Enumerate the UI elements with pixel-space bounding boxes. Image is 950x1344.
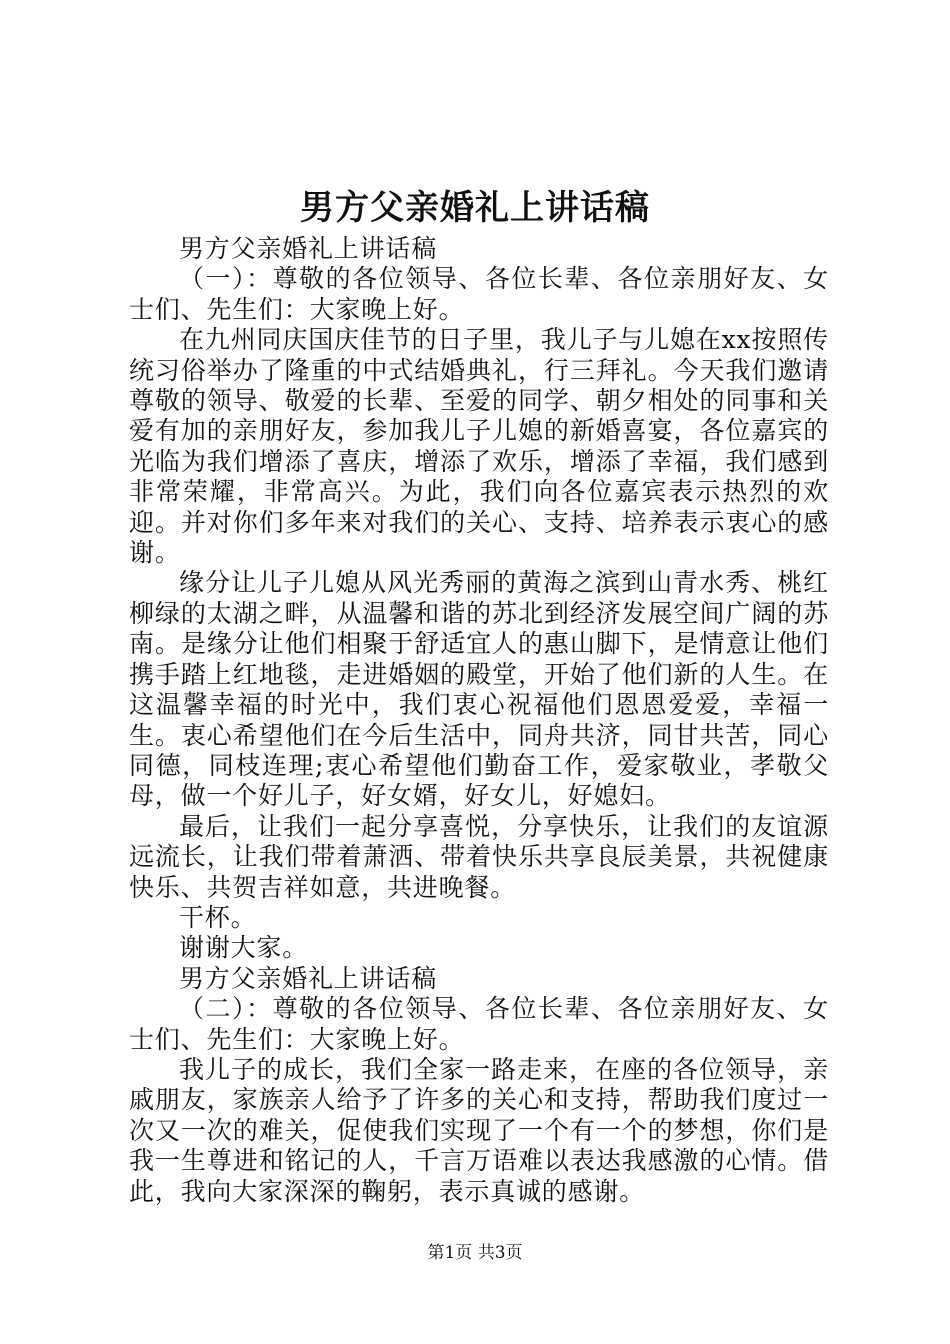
paragraph: 男方父亲婚礼上讲话稿 [179,963,438,993]
paragraph: （二）：尊敬的各位领导、各位长辈、各位亲朋好友、女士们、先生们：大家晚上好。 [129,994,829,1054]
paragraph: 我儿子的成长，我们全家一路走来，在座的各位领导，亲戚朋友，家族亲人给予了许多的关心和支持，帮助我们度过一次又一次的难关，促使我们实现了一个有一个的梦想，你们是我一生尊进和铭记的人，千言万语难以表达我感激的心情。借此，我向大家深深的鞠躬，表示真诚的感谢。 [129,1054,829,1206]
paragraph: （一）：尊敬的各位领导、各位长辈、各位亲朋好友、女士们、先生们：大家晚上好。 [129,264,829,324]
paragraph: 谢谢大家。 [179,933,309,963]
paragraph: 干杯。 [179,902,257,932]
page-footer: 第1页 共3页 [427,1243,523,1263]
paragraph: 在九州同庆国庆佳节的日子里，我儿子与儿媳在xx按照传统习俗举办了隆重的中式结婚典礼，行三拜礼。今天我们邀请尊敬的领导、敬爱的长辈、至爱的同学、朝夕相处的同事和关爱有加的亲朋好友，参加我儿子儿媳的新婚喜宴，各位嘉宾的光临为我们增添了喜庆，增添了欢乐，增添了幸福，我们感到非常荣耀，非常高兴。为此，我们向各位嘉宾表示热烈的欢迎。并对你们多年来对我们的关心、支持、培养表示衷心的感谢。 [129,325,829,568]
paragraph: 男方父亲婚礼上讲话稿 [179,234,438,263]
paragraph: 缘分让儿子儿媳从风光秀丽的黄海之滨到山青水秀、桃红柳绿的太湖之畔，从温馨和谐的苏北到经济发展空间广阔的苏南。是缘分让他们相聚于舒适宜人的惠山脚下，是情意让他们携手踏上红地毯，走进婚姻的殿堂，开始了他们新的人生。在这温馨幸福的时光中，我们衷心祝福他们恩恩爱爱，幸福一生。衷心希望他们在今后生活中，同舟共济，同甘共苦，同心同德，同枝连理;衷心希望他们勤奋工作，爱家敬业，孝敬父母，做一个好儿子，好女婿，好女儿，好媳妇。 [129,568,829,811]
paragraph: 最后，让我们一起分享喜悦，分享快乐，让我们的友谊源远流长，让我们带着萧洒、带着快乐共享良辰美景，共祝健康快乐、共贺吉祥如意，共进晚餐。 [129,811,829,902]
document-title: 男方父亲婚礼上讲话稿 [300,188,650,228]
document-body [129,234,829,1207]
